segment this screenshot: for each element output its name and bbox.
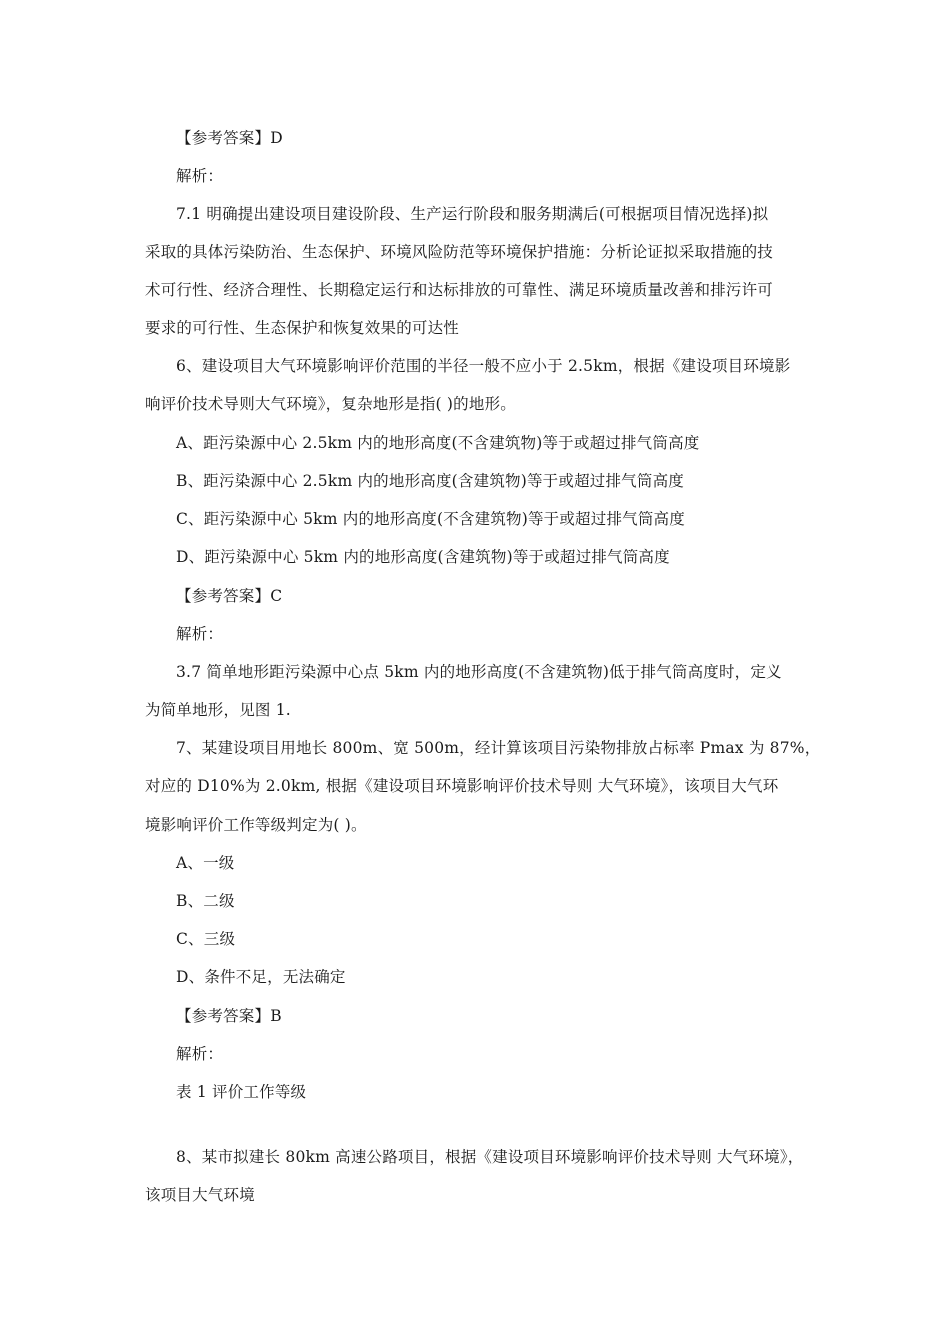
paragraph-line: 术可行性、经济合理性、长期稳定运行和达标排放的可靠性、满足环境质量改善和排污许可: [145, 281, 774, 299]
analysis-label: 解析：: [176, 167, 224, 185]
question-6-cont: 响评价技术导则大气环境》，复杂地形是指( )的地形。: [145, 395, 516, 413]
answer-label: 【参考答案】B: [176, 1007, 282, 1025]
question-7-cont: 对应的 D10%为 2.0km, 根据《建设项目环境影响评价技术导则 大气环境》，该项目大气环: [145, 777, 779, 795]
paragraph-line: 为简单地形，见图 1.: [145, 701, 291, 719]
paragraph-line: 3.7 简单地形距污染源中心点 5km 内的地形高度(不含建筑物)低于排气筒高度时，定义: [176, 663, 782, 681]
answer-label: 【参考答案】C: [176, 587, 283, 605]
option-d: D、距污染源中心 5km 内的地形高度(含建筑物)等于或超过排气筒高度: [176, 548, 670, 566]
question-6: 6、建设项目大气环境影响评价范围的半径一般不应小于 2.5km，根据《建设项目环境影: [176, 357, 791, 375]
table-caption: 表 1 评价工作等级: [176, 1083, 307, 1101]
answer-label: 【参考答案】D: [176, 129, 283, 147]
option-a: A、距污染源中心 2.5km 内的地形高度(不含建筑物)等于或超过排气筒高度: [176, 434, 700, 452]
option-c: C、三级: [176, 930, 236, 948]
paragraph-line: 采取的具体污染防治、生态保护、环境风险防范等环境保护措施：分析论证拟采取措施的技: [145, 243, 774, 261]
option-b: B、二级: [176, 892, 235, 910]
paragraph-line: 要求的可行性、生态保护和恢复效果的可达性: [145, 319, 460, 337]
option-b: B、距污染源中心 2.5km 内的地形高度(含建筑物)等于或超过排气筒高度: [176, 472, 684, 490]
question-8: 8、某市拟建长 80km 高速公路项目，根据《建设项目环境影响评价技术导则 大气环境》，: [176, 1148, 804, 1166]
question-7: 7、某建设项目用地长 800m、宽 500m，经计算该项目污染物排放占标率 Pmax 为 87%，: [176, 739, 821, 757]
option-c: C、距污染源中心 5km 内的地形高度(不含建筑物)等于或超过排气筒高度: [176, 510, 685, 528]
analysis-label: 解析：: [176, 625, 224, 643]
analysis-label: 解析：: [176, 1045, 224, 1063]
question-7-cont: 境影响评价工作等级判定为( )。: [145, 816, 367, 834]
question-8-cont: 该项目大气环境: [145, 1186, 255, 1204]
option-a: A、一级: [176, 854, 235, 872]
paragraph-line: 7.1 明确提出建设项目建设阶段、生产运行阶段和服务期满后(可根据项目情况选择)拟: [176, 205, 769, 223]
option-d: D、条件不足，无法确定: [176, 968, 346, 986]
